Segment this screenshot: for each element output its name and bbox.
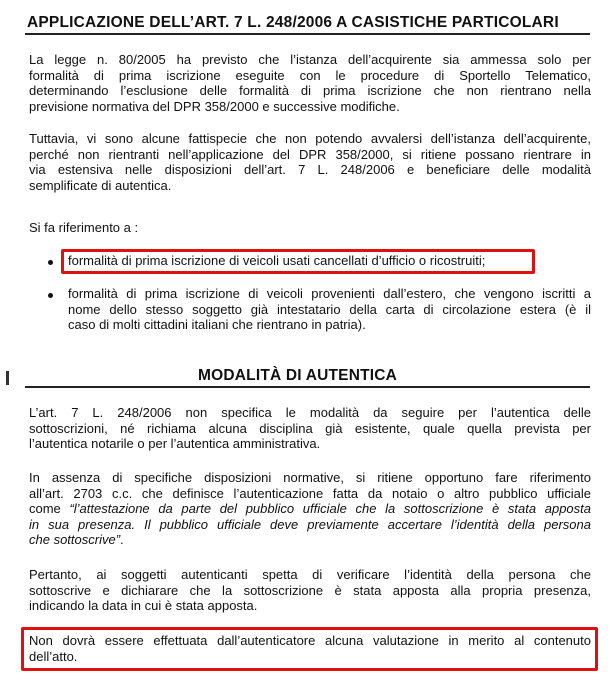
- highlight-box-paragraph: [21, 627, 598, 671]
- bullet-icon: [48, 260, 53, 265]
- paragraph-si-fa-riferimento: Si fa riferimento a :: [29, 220, 139, 235]
- paragraph-pertanto: [29, 567, 591, 614]
- text-line: perché non rientranti nell’applicazione del DPR 358/2000, si ritiene possano rientrare in: [29, 146, 591, 162]
- quote-text: in sua presenza. Il pubblico ufficiale deve previamente accertare l’identità della persona: [29, 516, 591, 532]
- bullet-icon: [48, 293, 53, 298]
- text-line: previsione normativa del DPR 358/2000 e successive modifiche.: [29, 98, 400, 114]
- text-line: Non dovrà essere effettuata dall’autenticatore alcuna valutazione in merito al contenuto: [29, 633, 591, 648]
- text-line: caso di molti cittadini italiani che rientrano in patria).: [68, 317, 366, 332]
- paragraph-legge-80: [29, 52, 591, 114]
- text-line: In assenza di specifiche disposizioni normative, si ritiene opportuno fare riferimento: [29, 470, 591, 485]
- text-line: formalità di prima iscrizione di veicoli provenienti dall’estero, che vengono iscritti a: [68, 286, 591, 301]
- text-line: determinando l’esclusione delle formalità di prima iscrizione che non rientrano nella: [29, 83, 591, 98]
- section-title-applicazione: APPLICAZIONE DELL’ART. 7 L. 248/2006 A CASISTICHE PARTICOLARI: [27, 14, 559, 31]
- paragraph-in-assenza: [29, 470, 591, 548]
- paragraph-tuttavia: [29, 131, 591, 193]
- text-line: via estensiva nelle disposizioni dell’art. 7 L. 248/2006 e beneficiare delle modalità: [29, 162, 591, 177]
- quote-text: “l’attestazione da parte del pubblico ufficiale che la sottoscrizione è stata apposta: [69, 501, 591, 516]
- text-line: indicando la data in cui è stata apposta.: [29, 598, 258, 613]
- text-line: [29, 532, 591, 548]
- section-title-modalita: MODALITÀ DI AUTENTICA: [198, 367, 398, 384]
- text-line: nome dello stesso soggetto già intestatario della carta di circolazione estera (è il: [68, 301, 591, 317]
- text-line: Tuttavia, vi sono alcune fattispecie che non potendo avvalersi dell’istanza dell’acquirente,: [29, 131, 591, 146]
- text-line: La legge n. 80/2005 ha previsto che l’istanza dell’acquirente sia ammessa solo per: [29, 52, 591, 67]
- quote-text: che sottoscrive”: [29, 532, 121, 547]
- highlight-box-bullet-1: [61, 249, 535, 274]
- paragraph-art-7: [29, 405, 591, 452]
- text-line: [29, 501, 591, 517]
- text-line: L’art. 7 L. 248/2006 non specifica le modalità da seguire per l’autentica delle: [29, 405, 591, 420]
- heading-underline: [25, 33, 590, 35]
- bullet-item-veicoli-esteri: [68, 286, 591, 333]
- heading-underline: [25, 386, 590, 388]
- text-line: formalità di prima iscrizione eseguite con le procedure di Sportello Telematico,: [29, 67, 591, 83]
- text-line: all’art. 2703 c.c. che definisce l’autenticazione fatta da notaio o altro pubblico ufficiale: [29, 485, 591, 501]
- text-line: Pertanto, ai soggetti autenticanti spetta di verificare l’identità della persona che: [29, 567, 591, 582]
- text-line: dell’atto.: [29, 648, 78, 664]
- text-line: sottoscrizioni, né richiama alcuna disciplina già esistente, quale quella prevista per: [29, 420, 591, 436]
- text-line: [29, 517, 591, 533]
- text-line: l’autentica notarile o per l’autentica amministrativa.: [29, 436, 321, 451]
- scan-artifact: [6, 371, 9, 385]
- text-line: sottoscrive e dichiarare che la sottoscrizione è stata apposta alla propria presenza,: [29, 582, 591, 598]
- text-line: formalità di prima iscrizione di veicoli usati cancellati d’ufficio o ricostruiti;: [68, 253, 486, 268]
- text-span: .: [120, 532, 124, 547]
- text-span: come: [29, 501, 70, 516]
- text-line: semplificate di autentica.: [29, 177, 172, 193]
